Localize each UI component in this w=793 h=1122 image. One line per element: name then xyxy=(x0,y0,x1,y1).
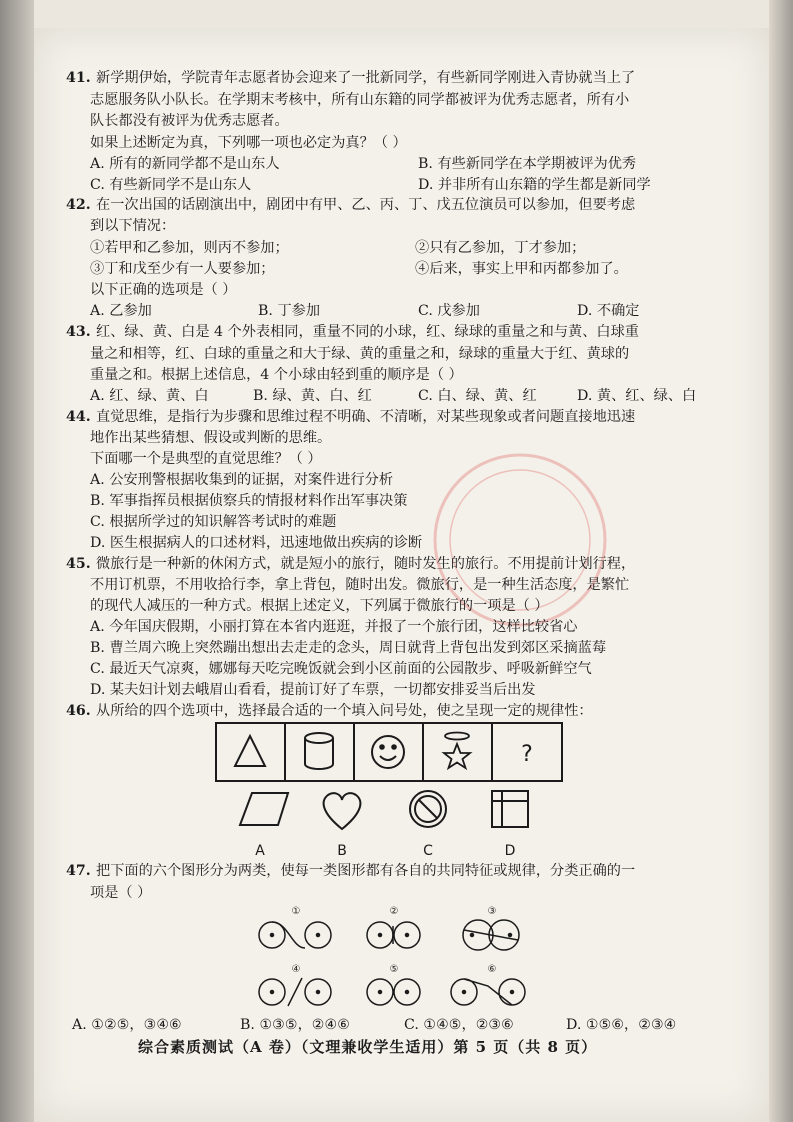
q44-option-d[interactable]: D. 医生根据病人的口述材料，迅速地做出疾病的诊断 xyxy=(90,535,423,551)
heart-icon xyxy=(324,793,361,829)
q46-question-mark: ? xyxy=(521,742,533,767)
q42-option-d[interactable]: D. 不确定 xyxy=(577,303,640,319)
q47-figure-3 xyxy=(463,906,519,950)
svg-text:①: ① xyxy=(291,906,301,917)
q41-option-d[interactable]: D. 并非所有山东籍的学生都是新同学 xyxy=(418,177,651,193)
q47-option-a[interactable]: A. ①②⑤，③④⑥ xyxy=(72,1017,182,1033)
parallelogram-icon xyxy=(240,793,288,825)
q42-condition-4: ④后来，事实上甲和丙都参加了。 xyxy=(415,261,628,277)
q42-stem-line2: 到以下情况： xyxy=(90,218,176,234)
q42-condition-3: ③丁和戊至少有一人要参加； xyxy=(90,261,275,277)
q44-number: 44. xyxy=(66,409,91,425)
q41-stem-line2: 志愿服务队小队长。在学期末考核中，所有山东籍的同学都被评为优秀志愿者，所有小 xyxy=(90,92,630,108)
q46-number: 46. xyxy=(66,703,91,719)
q41-number: 41. xyxy=(66,70,91,86)
q47-option-b[interactable]: B. ①③⑤，②④⑥ xyxy=(240,1017,350,1033)
q41-option-b[interactable]: B. 有些新同学在本学期被评为优秀 xyxy=(418,156,637,172)
q46-label-a[interactable]: A xyxy=(255,843,265,859)
q42-number: 42. xyxy=(66,197,91,213)
q45-number: 45. xyxy=(66,556,91,572)
q47-option-c[interactable]: C. ①④⑤，②③⑥ xyxy=(404,1017,514,1033)
q47-figure-1 xyxy=(259,906,331,948)
q44-stem-line1: 直觉思维，是指行为步骤和思维过程不明确、不清晰，对某些现象或者问题直接地迅速 xyxy=(96,409,636,425)
q47-option-d[interactable]: D. ①⑤⑥，②③④ xyxy=(566,1017,677,1033)
svg-text:⑤: ⑤ xyxy=(389,964,399,975)
q42-condition-2: ②只有乙参加，丁才参加； xyxy=(415,240,586,256)
q44-option-c[interactable]: C. 根据所学过的知识解答考试时的难题 xyxy=(90,514,337,530)
q47-stem-line2: 项是（ ） xyxy=(90,885,152,901)
prohibited-sign-icon xyxy=(410,791,446,827)
q43-stem-line2: 量之和相等，红、白球的重量之和大于绿、黄的重量之和，绿球的重量大于红、黄球的 xyxy=(90,346,630,362)
q42-condition-1: ①若甲和乙参加，则丙不参加； xyxy=(90,240,289,256)
q44-option-a[interactable]: A. 公安刑警根据收集到的证据，对案件进行分析 xyxy=(90,472,394,488)
q44-question: 下面哪一个是典型的直觉思维？（ ） xyxy=(90,451,322,467)
q46-options-figure xyxy=(230,785,540,863)
svg-text:③: ③ xyxy=(487,906,497,917)
q45-option-c[interactable]: C. 最近天气凉爽，娜娜每天吃完晚饭就会到小区前面的公园散步、呼吸新鲜空气 xyxy=(90,661,592,677)
svg-text:④: ④ xyxy=(291,964,301,975)
q47-figure-2 xyxy=(367,906,420,948)
q47-figure-6 xyxy=(451,964,525,1005)
q47-figure-5 xyxy=(367,964,420,1005)
svg-text:②: ② xyxy=(389,906,399,917)
q42-option-c[interactable]: C. 戊参加 xyxy=(418,303,480,319)
q42-option-b[interactable]: B. 丁参加 xyxy=(258,303,321,319)
q47-number: 47. xyxy=(66,863,91,879)
smiley-face-icon xyxy=(372,736,404,768)
q46-label-d[interactable]: D xyxy=(504,843,516,859)
q43-option-a[interactable]: A. 红、绿、黄、白 xyxy=(90,388,209,404)
q45-option-d[interactable]: D. 某夫妇计划去峨眉山看看，提前订好了车票，一切都安排妥当后出发 xyxy=(90,682,536,698)
q41-option-a[interactable]: A. 所有的新同学都不是山东人 xyxy=(90,156,280,172)
q47-figures xyxy=(250,902,530,1012)
q45-stem-line3: 的现代人减压的一种方式。根据上述定义，下列属于微旅行的一项是（ ） xyxy=(90,598,549,614)
q43-option-c[interactable]: C. 白、绿、黄、红 xyxy=(418,388,537,404)
q41-stem-line1: 新学期伊始，学院青年志愿者协会迎来了一批新同学，有些新同学刚进入青协就当上了 xyxy=(96,70,636,86)
q41-question: 如果上述断定为真，下列哪一项也必定为真？（ ） xyxy=(90,135,407,151)
page-footer: 综合素质测试（A 卷）（文理兼收学生适用）第 5 页（共 8 页） xyxy=(138,1038,598,1056)
q43-number: 43. xyxy=(66,324,91,340)
q45-option-b[interactable]: B. 曹兰周六晚上突然蹦出想出去走走的念头，周日就背上背包出发到郊区采摘蓝莓 xyxy=(90,640,607,656)
q47-stem-line1: 把下面的六个图形分为两类，使每一类图形都有各自的共同特征或规律，分类正确的一 xyxy=(96,863,636,879)
grid-square-icon xyxy=(492,791,528,827)
q46-label-c[interactable]: C xyxy=(423,843,433,859)
q41-stem-line3: 队长都没有被评为优秀志愿者。 xyxy=(90,113,289,129)
q44-option-b[interactable]: B. 军事指挥员根据侦察兵的情报材料作出军事决策 xyxy=(90,493,408,509)
q41-option-c[interactable]: C. 有些新同学不是山东人 xyxy=(90,177,252,193)
q45-option-a[interactable]: A. 今年国庆假期，小丽打算在本省内逛逛，并报了一个旅行团，这样比较省心 xyxy=(90,619,578,635)
q45-stem-line1: 微旅行是一种新的休闲方式，就是短小的旅行，随时发生的旅行。不用提前计划行程， xyxy=(96,556,636,572)
q43-option-b[interactable]: B. 绿、黄、白、红 xyxy=(253,388,372,404)
q46-sequence-figure xyxy=(215,722,565,784)
q42-option-a[interactable]: A. 乙参加 xyxy=(90,303,152,319)
q46-label-b[interactable]: B xyxy=(337,843,347,859)
cylinder-icon xyxy=(305,733,333,769)
star-with-ring-icon xyxy=(444,733,470,769)
svg-text:⑥: ⑥ xyxy=(487,964,497,975)
q46-stem: 从所给的四个选项中，选择最合适的一个填入问号处，使之呈现一定的规律性： xyxy=(96,703,593,719)
q45-stem-line2: 不用订机票，不用收拾行李，拿上背包，随时出发。微旅行，是一种生活态度，是繁忙 xyxy=(90,577,630,593)
triangle-icon xyxy=(235,736,265,766)
q42-stem-line1: 在一次出国的话剧演出中，剧团中有甲、乙、丙、丁、戊五位演员可以参加，但要考虑 xyxy=(96,197,636,213)
q44-stem-line2: 地作出某些猜想、假设或判断的思维。 xyxy=(90,430,332,446)
q47-figure-4 xyxy=(259,964,331,1006)
q43-stem-line3: 重量之和。根据上述信息，4 个小球由轻到重的顺序是（ ） xyxy=(90,367,463,383)
q43-stem-line1: 红、绿、黄、白是 4 个外表相同，重量不同的小球，红、绿球的重量之和与黄、白球重 xyxy=(96,324,639,340)
q43-option-d[interactable]: D. 黄、红、绿、白 xyxy=(577,388,697,404)
q42-question: 以下正确的选项是（ ） xyxy=(90,282,237,298)
